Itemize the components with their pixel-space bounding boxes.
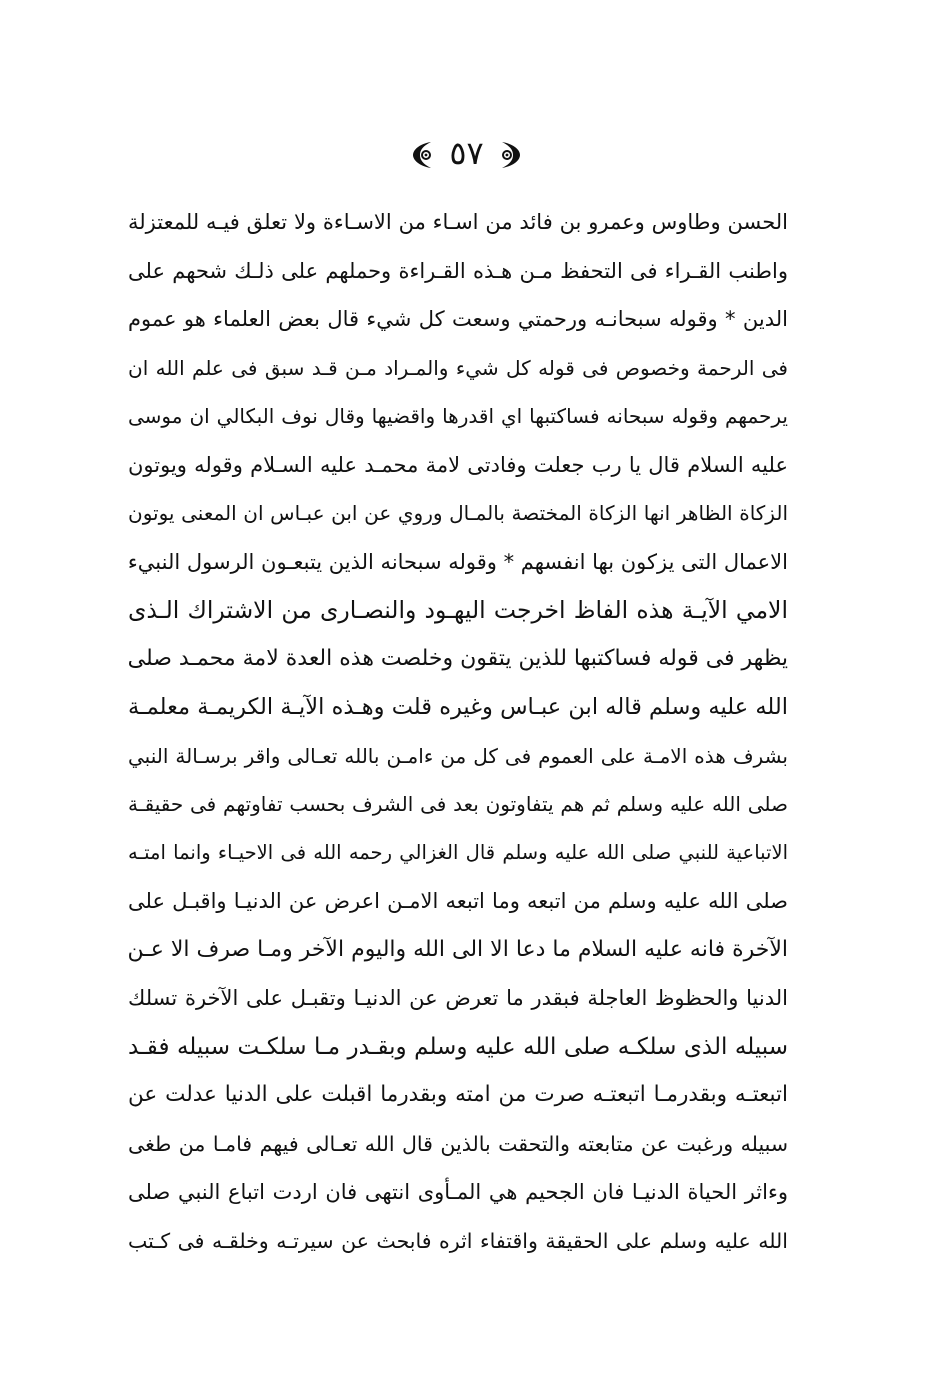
text-line-20: سبيله ورغبت عن متابعته والتحقت بالذين قال الله تعـالى فيهم فامـا من طغى <box>128 1131 788 1156</box>
text-line-16: الآخرة فانه عليه السلام ما دعا الا الى الله واليوم الآخر ومـا صرف الا عـن <box>128 936 788 962</box>
text-line-14: الاتباعية للنبي صلى الله عليه وسلم قال الغزالي رحمه الله فى الاحيـاء وانما امتـه <box>128 840 788 864</box>
body-text <box>128 198 788 1265</box>
text-line-22: الله عليه وسلم على الحقيقة واقتفاء اثره فابحث عن سيرتـه وخلقـه فى كـتب <box>128 1228 788 1253</box>
text-line-11: الله عليه وسلم قاله ابن عبـاس وغيره قلت وهـذه الآيـة الكريمـة معلمـة <box>128 694 788 720</box>
text-line-3: الدين * وقوله سبحانـه ورحمتي وسعت كل شيء قال بعض العلماء هو عموم <box>128 307 788 331</box>
text-line-8: الاعمال التى يزكون بها انفسهم * وقوله سبحانه الذين يتبعـون الرسول النبيء <box>128 549 788 574</box>
text-line-13: صلى الله عليه وسلم ثم هم يتفاوتون بعد فى الشرف بحسب تفاوتهم فى حقيقـة <box>128 792 788 816</box>
text-line-7: الزكاة الظاهر انها الزكاة المختصة بالمـال وروي عن ابن عبـاس ان المعنى يوتون <box>128 501 788 525</box>
left-ornament-icon <box>409 138 435 172</box>
text-line-19: اتبعتـه وبقدرمـا اتبعتـه صرت من امته وبقدرما اقبلت على الدنيا عدلت عن <box>128 1082 788 1107</box>
text-line-1: الحسن وطاوس وعمرو بن فائد من اسـاء من الاسـاءة ولا تعلق فيـه للمعتزلة <box>128 210 788 234</box>
page-header <box>0 130 933 180</box>
text-line-15: صلى الله عليه وسلم من اتبعه وما اتبعه الامـن اعرض عن الدنيـا واقبـل على <box>128 889 788 913</box>
text-line-9: الامي الآيـة هذه الفاظ اخرجت اليهـود والنصـارى من الاشتراك الـذى <box>128 596 788 624</box>
text-line-21: وءاثر الحياة الدنيـا فان الجحيم هي المـأوى انتهى فان اردت اتباع النبي صلى <box>128 1180 788 1204</box>
text-line-18: سبيله الذى سلكـه صلى الله عليه وسلم وبقـدر مـا سلكـت سبيله فقـد <box>128 1033 788 1060</box>
text-line-12: بشرف هذه الامـة على العموم فى كل من ءامـن بالله تعـالى واقر برسـالة النبي <box>128 743 788 768</box>
text-line-5: يرحمهم وقوله سبحانه فساكتبها اي اقدرها واقضيها وقال نوف البكالي ان موسى <box>128 404 788 428</box>
page-number: ٥٧ <box>449 134 484 172</box>
text-line-4: فى الرحمة وخصوص فى قوله كل شيء والمـراد مـن قـد سبق فى علم الله ان <box>128 355 788 380</box>
text-line-17: الدنيا والحظوظ العاجلة فبقدر ما تعرض عن الدنيـا وتقبـل على الآخرة تسلك <box>128 986 788 1010</box>
text-line-6: عليه السلام قال يا رب جعلت وفادتى لامة محمـد عليه السـلام وقوله ويوتون <box>128 452 788 477</box>
right-ornament-icon <box>498 138 524 172</box>
text-line-2: واطنب القـراء فى التحفظ مـن هـذه القـراءة وحملهم على ذلـك شحهم على <box>128 258 788 283</box>
text-line-10: يظهر فى قوله فساكتبها للذين يتقون وخلصت هذه العدة لامة محمـد صلى <box>128 645 788 671</box>
